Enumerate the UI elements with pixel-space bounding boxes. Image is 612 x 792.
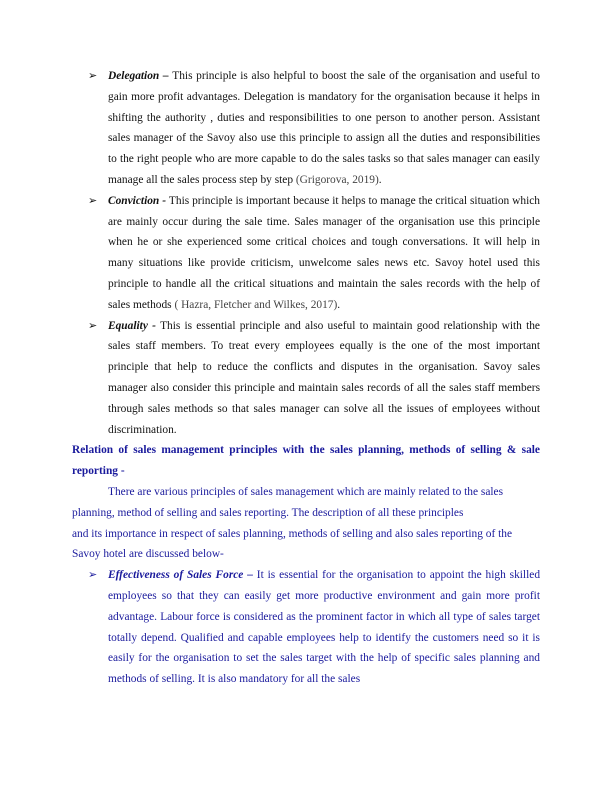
principle-term: Equality [108, 319, 148, 332]
citation: ( Hazra, Fletcher and Wilkes, 2017) [174, 298, 338, 311]
principle-text: This principle is also helpful to boost the sale of the organisation and useful to gain more profit advantages. Delegation is mandatory for the organisation because it helps in shifting the authority , duties and responsibilities to one person to another person. Assistant sales manager of the Savoy also use this principle to assign all the duties and responsibilities to the right people who are more capable to do the sales tasks so that sales manager can easily manage all the sales process step by step [108, 70, 540, 186]
intro-line-2: and its importance in respect of sales planning, methods of selling and also sales reporting of the Savoy hotel are discussed below- [72, 527, 513, 561]
principle-effectiveness [72, 565, 540, 690]
principle-equality [72, 316, 540, 441]
section-heading: Relation of sales management principles with the sales planning, methods of selling & sale reporting - [72, 444, 540, 478]
arrow-bullet-icon: ➢ [88, 568, 98, 582]
arrow-bullet-icon: ➢ [88, 318, 98, 332]
page-content [72, 66, 540, 690]
principle-text: This is essential principle and also useful to maintain good relationship with the sales staff members. To treat every employees equally is the one of the most important principle that help to reduce the conflicts and disputes in the organisation. Savoy sales manager also consider this principle and maintain sales records of all the sales staff members through sales methods so that sales manager can solve all the issues of employees without discrimination. [108, 319, 540, 436]
principle-term: Delegation [108, 70, 160, 82]
principle-text: It is essential for the organisation to appoint the high skilled employees so that they can easily get more productive environment and gain more profit advantage. Labour force is considered as the prominent factor in which all type of sales target totally depend. Qualified and capable employees help to identify the customers need so it is easily for the organisation to set the sales target with the help of specific sales planning and methods of selling. It is also mandatory for all the sales [108, 569, 541, 686]
principle-delegation [72, 66, 540, 191]
principle-conviction [72, 191, 540, 316]
principle-term: Conviction [108, 194, 160, 207]
principle-paragraph: Effectiveness of Sales Force – It is essential for the organisation to appoint the high skilled employees so that they can easily get more productive environment and gain more profit advantage. Labour force is considered as the prominent factor in which all type of sales target totally depend. Qualified and capable employees help to identify the customers need so it is easily for the organisation to set the sales target with the help of specific sales planning and methods of selling. It is also mandatory for all the sales [108, 569, 541, 686]
principle-term: Effectiveness of Sales Force [108, 569, 244, 582]
intro-line-1: There are various principles of sales management which are mainly related to the sales planning, method of selling and sales reporting. The description of all these principles [72, 485, 504, 519]
principle-paragraph: Conviction - This principle is important because it helps to manage the critical situation which are mainly occur during the sale time. Sales manager of the organisation use this principle when he or she experienced some critical choices and tough conversations. It will help in many situations like provide criticism, unwelcome sales news etc. Savoy hotel used this principle to handle all the critical situations and maintain the sales records with the help of sales methods ( Hazra, Fletcher and Wilkes, 2017). [108, 194, 540, 311]
principle-paragraph: Delegation – This principle is also helpful to boost the sale of the organisation and useful to gain more profit advantages. Delegation is mandatory for the organisation because it helps in shifting the authority , duties and responsibilities to one person to another person. Assistant sales manager of the Savoy also use this principle to assign all the duties and responsibilities to the right people who are more capable to do the sales tasks so that sales manager can easily manage all the sales process step by step (Grigorova, 2019). [108, 70, 540, 186]
arrow-bullet-icon: ➢ [88, 69, 98, 82]
intro-paragraph [72, 482, 540, 565]
arrow-bullet-icon: ➢ [88, 193, 98, 207]
citation: (Grigorova, 2019) [295, 173, 379, 186]
principle-text: This principle is important because it helps to manage the critical situation which are mainly occur during the sale time. Sales manager of the organisation use this principle when he or she experienced some critical choices and tough conversations. It will help in many situations like provide criticism, unwelcome sales news etc. Savoy hotel used this principle to handle all the critical situations and maintain the sales records with the help of sales methods [108, 194, 540, 311]
principle-paragraph: Equality - This is essential principle and also useful to maintain good relationship with the sales staff members. To treat every employees equally is the one of the most important principle that help to reduce the conflicts and disputes in the organisation. Savoy sales manager also consider this principle and maintain sales records of all the sales staff members through sales methods so that sales manager can solve all the issues of employees without discrimination. [108, 319, 540, 436]
